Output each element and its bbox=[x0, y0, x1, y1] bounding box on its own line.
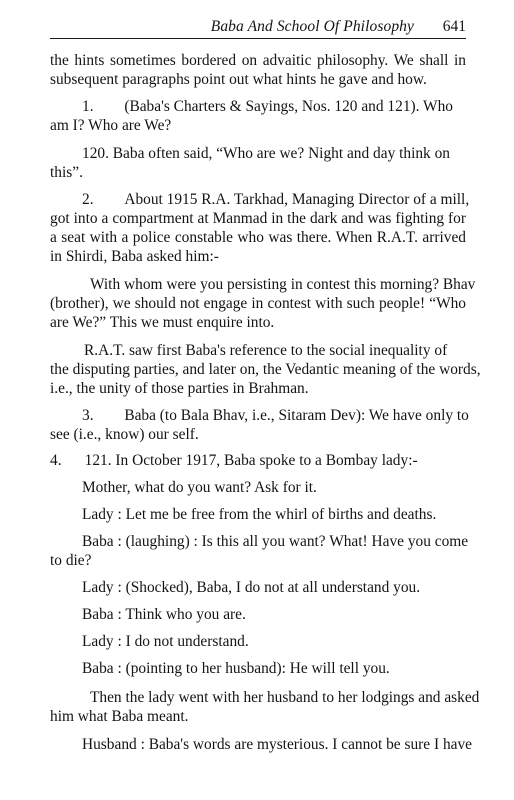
text-line: subsequent paragraphs point out what hints he gave and how. bbox=[50, 71, 427, 88]
text-line: 120. Baba often said, “Who are we? Night and day think on bbox=[82, 145, 450, 162]
running-header-title: Baba And School Of Philosophy bbox=[210, 18, 414, 35]
text-line: 2. About 1915 R.A. Tarkhad, Managing Director of a mill, bbox=[82, 191, 470, 208]
text-line: in Shirdi, Baba asked him:- bbox=[50, 248, 219, 265]
text-line: Lady : (Shocked), Baba, I do not at all understand you. bbox=[82, 579, 421, 596]
text-line: this”. bbox=[50, 164, 83, 181]
text-line: got into a compartment at Manmad in the dark and was fighting for bbox=[50, 210, 466, 227]
text-line: Mother, what do you want? Ask for it. bbox=[82, 479, 317, 496]
text-line: the disputing parties, and later on, the Vedantic meaning of the words, bbox=[50, 361, 481, 378]
text-line: a seat with a police constable who was there. When R.A.T. arrived bbox=[50, 229, 466, 246]
text-line: are We?” This we must enquire into. bbox=[50, 314, 275, 331]
text-line: R.A.T. saw first Baba's reference to the social inequality of bbox=[84, 342, 448, 359]
text-line: With whom were you persisting in contest this morning? Bhav bbox=[90, 276, 476, 293]
page-number: 641 bbox=[442, 18, 466, 35]
text-line: Baba : Think who you are. bbox=[82, 606, 246, 623]
text-line: 1. (Baba's Charters & Sayings, Nos. 120 and 121). Who bbox=[82, 98, 453, 115]
text-line: Lady : I do not understand. bbox=[82, 633, 249, 650]
text-line: the hints sometimes bordered on advaitic philosophy. We shall in bbox=[50, 52, 466, 69]
running-header bbox=[50, 16, 466, 39]
text-line: am I? Who are We? bbox=[50, 117, 172, 134]
text-line: Baba : (laughing) : Is this all you want? What! Have you come bbox=[82, 533, 469, 550]
text-line: (brother), we should not engage in contest with such people! “Who bbox=[50, 295, 466, 312]
text-line: i.e., the unity of those parties in Brahman. bbox=[50, 380, 309, 397]
text-line: Baba : (pointing to her husband): He will tell you. bbox=[82, 660, 390, 677]
text-line: him what Baba meant. bbox=[50, 708, 189, 725]
text-line: 3. Baba (to Bala Bhav, i.e., Sitaram Dev): We have only to bbox=[82, 407, 469, 424]
text-line: see (i.e., know) our self. bbox=[50, 426, 199, 443]
text-line: to die? bbox=[50, 552, 92, 569]
text-line: Then the lady went with her husband to her lodgings and asked bbox=[90, 689, 480, 706]
text-line: 4. 121. In October 1917, Baba spoke to a Bombay lady:- bbox=[50, 452, 418, 469]
text-line: Lady : Let me be free from the whirl of births and deaths. bbox=[82, 506, 437, 523]
text-line: Husband : Baba's words are mysterious. I cannot be sure I have bbox=[82, 736, 472, 753]
